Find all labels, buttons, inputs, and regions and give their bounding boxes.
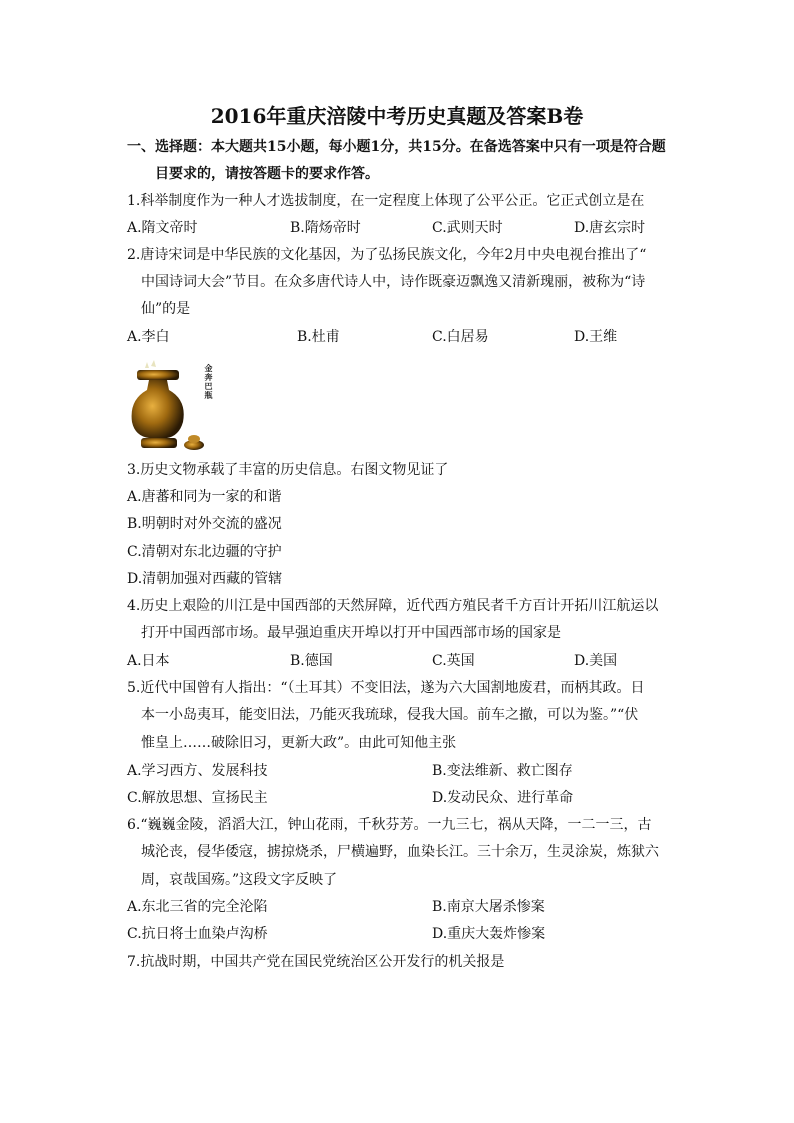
question-4: 4.历史上艰险的川江是中国西部的天然屏障，近代西方殖民者千方百计开拓川江航运以 — [127, 598, 659, 614]
q1-option-d: D.唐玄宗时 — [574, 220, 646, 236]
q5-option-a: A.学习西方、发展科技 — [127, 763, 268, 779]
q4-option-c: C.英国 — [432, 653, 475, 669]
q5-option-c: C.解放思想、宣扬民主 — [127, 790, 268, 806]
q2-option-c: C.白居易 — [432, 329, 489, 345]
q2-option-a: A.李白 — [127, 329, 170, 345]
question-3: 3.历史文物承载了丰富的历史信息。右图文物见证了 — [127, 462, 449, 478]
q2-option-d: D.王维 — [574, 329, 618, 345]
question-2-line-3: 仙”的是 — [141, 301, 191, 317]
question-4-line-2: 打开中国西部市场。最早强迫重庆开埠以打开中国西部市场的国家是 — [141, 625, 561, 641]
q1-option-c: C.武则天时 — [432, 220, 503, 236]
question-5-line-3: 惟皇上……破除旧习，更新大政”。由此可知他主张 — [141, 735, 457, 751]
q4-option-d: D.美国 — [574, 653, 618, 669]
question-7: 7.抗战时期，中国共产党在国民党统治区公开发行的机关报是 — [127, 954, 505, 970]
question-5-line-2: 本一小岛夷耳，能变旧法，乃能灭我琉球，侵我大国。前车之撤，可以为鉴。”“伏 — [141, 707, 639, 723]
q3-option-a: A.唐蕃和同为一家的和谐 — [127, 489, 282, 505]
q3-option-d: D.清朝加强对西藏的管辖 — [127, 571, 283, 587]
q4-option-a: A.日本 — [127, 653, 170, 669]
question-2: 2.唐诗宋词是中华民族的文化基因，为了弘扬民族文化，今年2月中央电视台推出了“ — [127, 247, 647, 263]
q6-option-a: A.东北三省的完全沦陷 — [127, 899, 268, 915]
q5-option-d: D.发动民众、进行革命 — [432, 790, 574, 806]
q1-option-a: A.隋文帝时 — [127, 220, 198, 236]
document-title: 2016年重庆涪陵中考历史真题及答案B卷 — [210, 104, 584, 128]
question-6-line-3: 周，哀哉国殇。”这段文字反映了 — [141, 872, 338, 888]
q2-option-b: B.杜甫 — [297, 329, 340, 345]
section-heading-cont: 目要求的，请按答题卡的要求作答。 — [155, 166, 379, 182]
q3-option-b: B.明朝时对外交流的盛况 — [127, 516, 282, 532]
q4-option-b: B.德国 — [290, 653, 333, 669]
question-1: 1.科举制度作为一种人才选拔制度，在一定程度上体现了公平公正。它正式创立是在 — [127, 193, 645, 209]
vase-caption: 金奔巴瓶 — [204, 364, 214, 400]
question-6-line-2: 城沦丧，侵华倭寇，掳掠烧杀，尸横遍野，血染长江。三十余万，生灵涂炭，炼狱六 — [141, 844, 659, 860]
q1-option-b: B.隋炀帝时 — [290, 220, 361, 236]
q6-option-b: B.南京大屠杀惨案 — [432, 899, 545, 915]
question-6: 6.“巍巍金陵，滔滔大江，钟山花雨，千秋芬芳。一九三七，祸从天降，一二一三，古 — [127, 817, 652, 833]
q6-option-c: C.抗日将士血染卢沟桥 — [127, 926, 268, 942]
q6-option-d: D.重庆大轰炸惨案 — [432, 926, 546, 942]
section-heading: 一、选择题：本大题共15小题，每小题1分，共15分。在备选答案中只有一项是符合题 — [127, 139, 666, 155]
question-2-line-2: 中国诗词大会”节目。在众多唐代诗人中，诗作既豪迈飘逸又清新瑰丽，被称为“诗 — [141, 274, 646, 290]
q5-option-b: B.变法维新、救亡图存 — [432, 763, 573, 779]
q3-option-c: C.清朝对东北边疆的守护 — [127, 544, 282, 560]
question-5: 5.近代中国曾有人指出：“（土耳其）不变旧法，遂为六大国割地废君，而柄其政。日 — [127, 680, 645, 696]
